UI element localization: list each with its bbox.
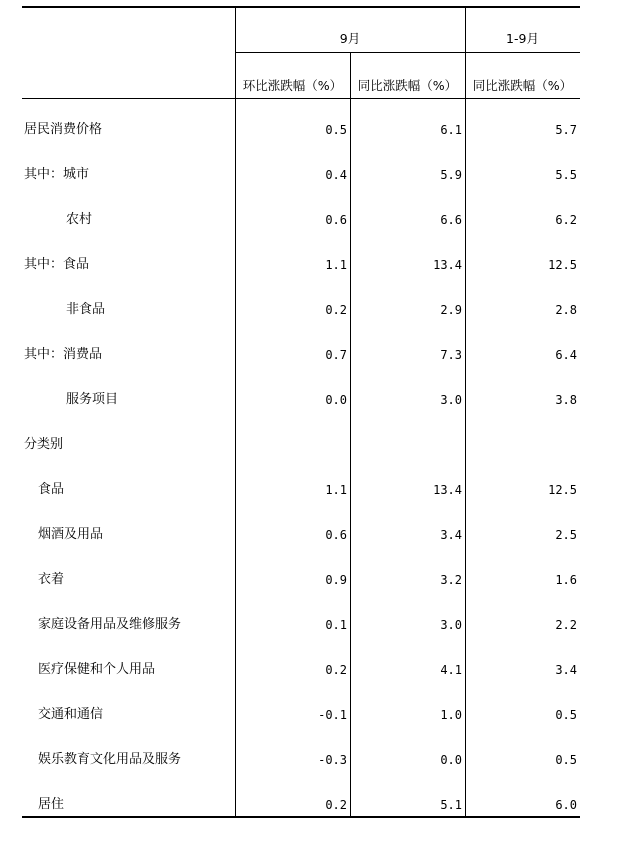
ytd-yoy-change-value: 5.7 (555, 123, 577, 137)
top-rule (22, 6, 580, 8)
mom-change-value: 0.7 (325, 348, 347, 362)
mom-change-value: 1.1 (325, 483, 347, 497)
mom-change-value: 0.5 (325, 123, 347, 137)
ytd-yoy-change-value: 0.5 (555, 753, 577, 767)
yoy-change-value: 3.2 (440, 573, 462, 587)
cpi-table (22, 6, 580, 818)
mom-change-value: 0.9 (325, 573, 347, 587)
yoy-change-value: 4.1 (440, 663, 462, 677)
row-label: 食品 (38, 482, 65, 497)
yoy-change-value: 3.4 (440, 528, 462, 542)
ytd-yoy-change-value: 2.2 (555, 618, 577, 632)
mom-change-value: 0.2 (325, 303, 347, 317)
row-label: 烟酒及用品 (38, 527, 104, 542)
row-label: 其中：食品 (24, 257, 90, 272)
ytd-yoy-change-value: 3.4 (555, 663, 577, 677)
row-label: 家庭设备用品及维修服务 (38, 617, 182, 632)
yoy-change-value: 3.0 (440, 618, 462, 632)
row-label: 交通和通信 (38, 707, 104, 722)
header-jan-sept: 1-9月 (506, 31, 539, 46)
mom-change-value: -0.1 (318, 708, 347, 722)
yoy-change-value: 3.0 (440, 393, 462, 407)
ytd-yoy-change-value: 12.5 (548, 258, 577, 272)
row-label: 衣着 (38, 572, 65, 587)
bottom-rule (22, 816, 580, 818)
ytd-yoy-change-value: 12.5 (548, 483, 577, 497)
mom-change-value: 1.1 (325, 258, 347, 272)
mom-change-value: -0.3 (318, 753, 347, 767)
row-label: 非食品 (66, 302, 106, 317)
row-label: 医疗保健和个人用品 (38, 662, 156, 677)
ytd-yoy-change-value: 1.6 (555, 573, 577, 587)
mom-change-value: 0.1 (325, 618, 347, 632)
yoy-change-value: 5.1 (440, 798, 462, 812)
header-bottom-rule (22, 98, 580, 99)
header-sept: 9月 (339, 31, 361, 46)
group-header-rule (235, 52, 580, 53)
yoy-change-value: 5.9 (440, 168, 462, 182)
header-ytd-yoy-change: 同比涨跌幅（%） (472, 78, 573, 93)
row-label: 服务项目 (66, 392, 119, 407)
row-label: 其中：消费品 (24, 347, 103, 362)
mom-change-value: 0.4 (325, 168, 347, 182)
row-label: 居民消费价格 (24, 122, 103, 137)
yoy-change-value: 6.1 (440, 123, 462, 137)
ytd-yoy-change-value: 6.4 (555, 348, 577, 362)
row-label: 农村 (66, 212, 93, 227)
yoy-change-value: 7.3 (440, 348, 462, 362)
yoy-change-value: 1.0 (440, 708, 462, 722)
ytd-yoy-change-value: 2.8 (555, 303, 577, 317)
mom-change-value: 0.0 (325, 393, 347, 407)
row-label: 其中：城市 (24, 167, 90, 182)
mom-change-value: 0.2 (325, 798, 347, 812)
row-label: 分类别 (24, 437, 64, 452)
ytd-yoy-change-value: 3.8 (555, 393, 577, 407)
header-mom-change: 环比涨跌幅（%） (242, 78, 343, 93)
yoy-change-value: 2.9 (440, 303, 462, 317)
row-label: 居住 (38, 797, 65, 812)
row-label: 娱乐教育文化用品及服务 (38, 752, 182, 767)
ytd-yoy-change-value: 0.5 (555, 708, 577, 722)
ytd-yoy-change-value: 6.0 (555, 798, 577, 812)
mom-change-value: 0.6 (325, 528, 347, 542)
ytd-yoy-change-value: 2.5 (555, 528, 577, 542)
ytd-yoy-change-value: 6.2 (555, 213, 577, 227)
mom-change-value: 0.6 (325, 213, 347, 227)
yoy-change-value: 13.4 (433, 483, 462, 497)
header-yoy-change: 同比涨跌幅（%） (357, 78, 458, 93)
yoy-change-value: 13.4 (433, 258, 462, 272)
mom-change-value: 0.2 (325, 663, 347, 677)
yoy-change-value: 0.0 (440, 753, 462, 767)
yoy-change-value: 6.6 (440, 213, 462, 227)
ytd-yoy-change-value: 5.5 (555, 168, 577, 182)
